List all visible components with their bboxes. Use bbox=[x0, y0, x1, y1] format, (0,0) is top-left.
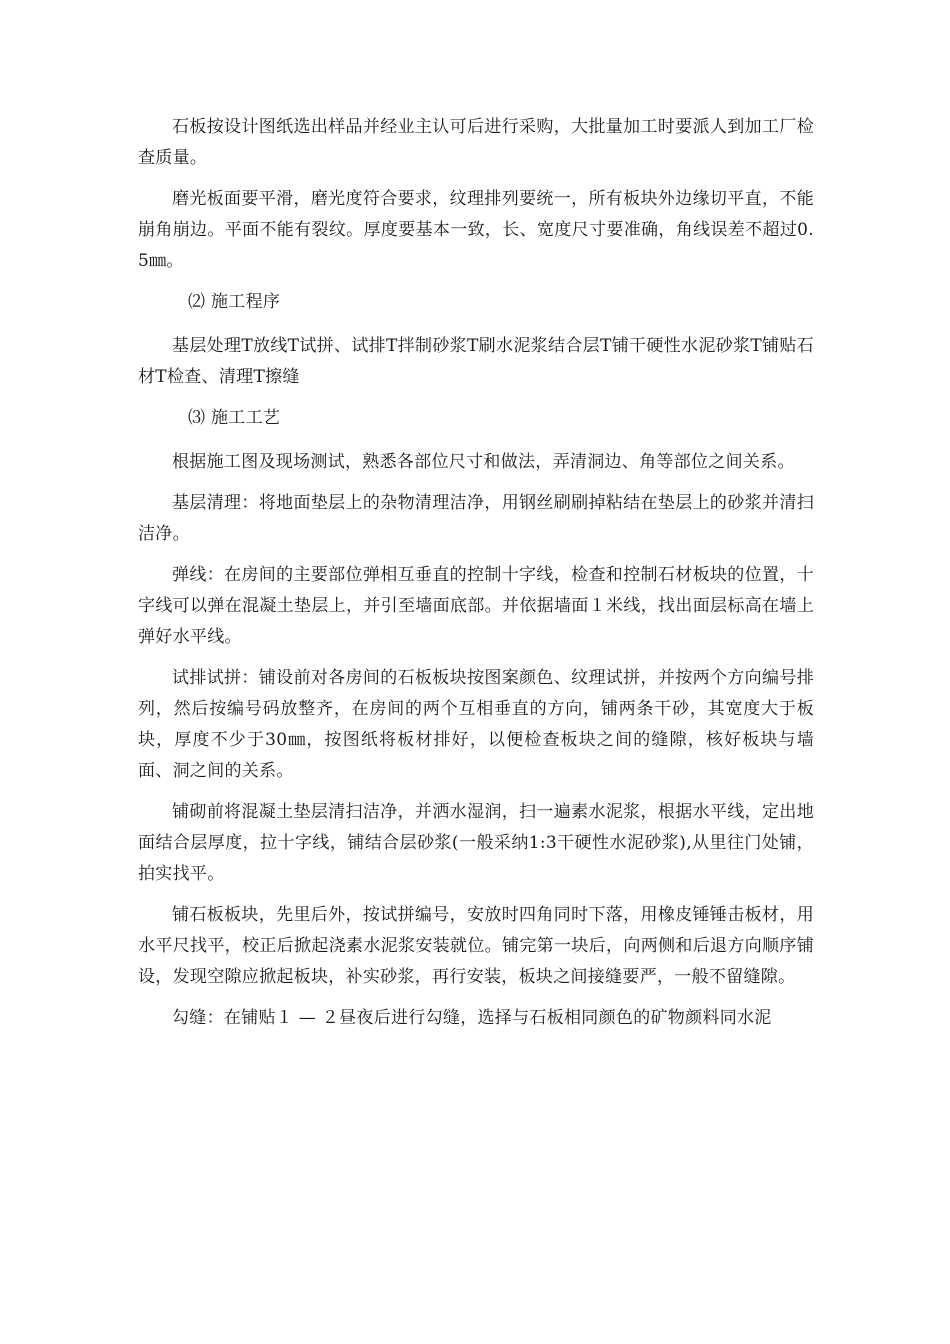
section-heading-construction-process: ⑶ 施工工艺 bbox=[188, 408, 281, 428]
paragraph-site-survey: 根据施工图及现场测试，熟悉各部位尺寸和做法，弄清洞边、角等部位之间关系。 bbox=[172, 452, 795, 472]
paragraph-grouting: 勾缝：在铺贴１ — ２昼夜后进行勾缝，选择与石板相同颜色的矿物颜料同水泥 bbox=[172, 1008, 772, 1028]
paragraph-mortar-bed: 铺砌前将混凝土垫层清扫洁净，并洒水湿润，扫一遍素水泥浆，根据水平线，定出地面结合层厚度，拉十字线，铺结合层砂浆(一般采纳1:3干硬性水泥砂浆),从里往门处铺，拍实找平。 bbox=[138, 802, 814, 884]
paragraph-polish-requirements: 磨光板面要平滑，磨光度符合要求，纹理排列要统一，所有板块外边缘切平直，不能崩角崩边。平面不能有裂纹。厚度要基本一致，长、宽度尺寸要准确，角线误差不超过0.5㎜。 bbox=[138, 189, 814, 271]
paragraph-procedure-steps: 基层处理T放线T试拼、试排T拌制砂浆T刷水泥浆结合层T铺干硬性水泥砂浆T铺贴石材T检查、清理T擦缝 bbox=[138, 336, 814, 387]
document-body bbox=[138, 112, 814, 1044]
paragraph-laying-slabs: 铺石板板块，先里后外，按试拼编号，安放时四角同时下落，用橡皮锤锤击板材，用水平尺找平，校正后掀起浇素水泥浆安装就位。铺完第一块后，向两侧和后退方向顺序铺设，发现空隙应掀起板块，补实砂浆，再行安装，板块之间接缝要严，一般不留缝隙。 bbox=[138, 905, 814, 987]
paragraph-line-marking: 弹线：在房间的主要部位弹相互垂直的控制十字线，检查和控制石材板块的位置，十字线可以弹在混凝土垫层上，并引至墙面底部。并依据墙面１米线，找出面层标高在墙上弹好水平线。 bbox=[138, 565, 814, 647]
paragraph-trial-layout: 试排试拼：铺设前对各房间的石板板块按图案颜色、纹理试拼，并按两个方向编号排列，然后按编号码放整齐，在房间的两个互相垂直的方向，铺两条干砂，其宽度大于板块，厚度不少于30㎜，按图纸将板材排好，以便检查板块之间的缝隙，核好板块与墙面、洞之间的关系。 bbox=[138, 668, 814, 781]
paragraph-base-cleaning: 基层清理：将地面垫层上的杂物清理洁净，用钢丝刷刷掉粘结在垫层上的砂浆并清扫洁净。 bbox=[138, 493, 814, 544]
section-heading-construction-procedure: ⑵ 施工程序 bbox=[188, 292, 281, 312]
paragraph-stone-selection: 石板按设计图纸选出样品并经业主认可后进行采购，大批量加工时要派人到加工厂检查质量。 bbox=[138, 117, 814, 168]
